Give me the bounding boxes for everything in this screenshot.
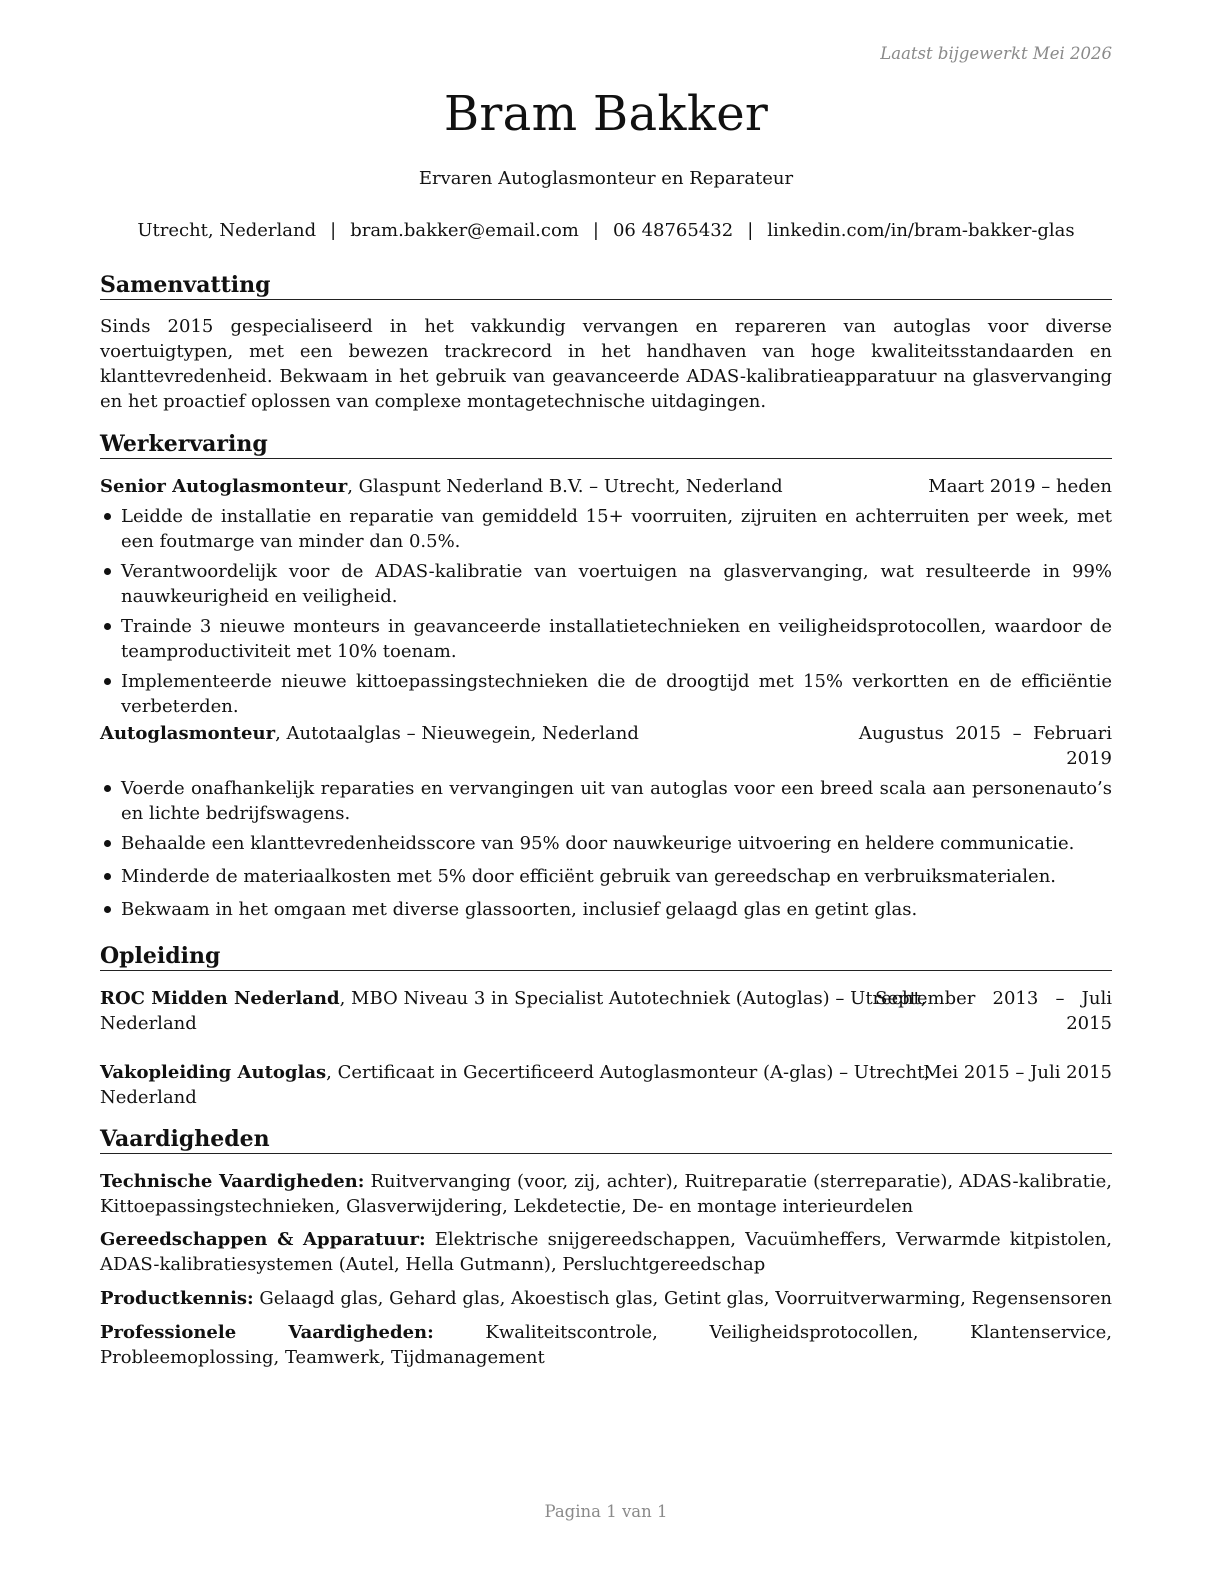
job-role: Senior Autoglasmonteur <box>100 476 348 497</box>
job-header <box>100 721 1112 771</box>
phone-text: 06 48765432 <box>612 220 734 241</box>
bullet-item: Leidde de installatie en reparatie van gemiddeld 15+ voorruiten, zijruiten en achterruiten per week, met een foutmarge van minder dan 0.5%. <box>100 504 1112 554</box>
education-detail: , MBO Niveau 3 in Specialist Autotechniek (Autoglas) – Utrecht, <box>339 988 927 1009</box>
separator: | <box>747 220 754 241</box>
email-link[interactable]: bram.bakker@email.com <box>350 220 579 241</box>
contact-line <box>100 220 1112 241</box>
bullet-item: Verantwoordelijk voor de ADAS-kalibratie van voertuigen na glasvervanging, wat resulteerde in 99% nauwkeurigheid en veiligheid. <box>100 559 1112 609</box>
candidate-headline: Ervaren Autoglasmonteur en Reparateur <box>418 168 794 189</box>
education-item: Vakopleiding Autoglas, Certificaat in Gecertificeerd Autoglasmonteur (A-glas) – Utrecht, Nederland Mei 2015 – Juli 2015 <box>100 1062 1112 1108</box>
bullet-item: Implementeerde nieuwe kittoepassingstechnieken die de droogtijd met 15% verkortten en de efficiëntie verbeterden. <box>100 669 1112 719</box>
bullet-item: Behaalde een klanttevredenheidsscore van 95% door nauwkeurige uitvoering en heldere communicatie. <box>100 831 1112 856</box>
bullet-item: Bekwaam in het omgaan met diverse glassoorten, inclusief gelaagd glas en getint glas. <box>100 897 1112 922</box>
education-item: ROC Midden Nederland, MBO Niveau 3 in Specialist Autotechniek (Autoglas) – Utrecht, Nederland September 2013 – Juli 2015 <box>100 988 1112 1034</box>
summary-text: Sinds 2015 gespecialiseerd in het vakkundig vervangen en repareren van autoglas voor diverse voertuigtypen, met een bewezen trackrecord in het handhaven van hoge kwaliteitsstandaarden en klanttevredenheid. Bekwaam in het gebruik van geavanceerde ADAS-kalibratieapparatuur na glasvervanging en het proactief oplossen van complexe montagetechnische uitdagingen. <box>100 316 1112 412</box>
last-updated-note: Laatst bijgewerkt Mei 2026 <box>880 44 1112 63</box>
skill-text: Ruitvervanging (voor, zij, achter), Ruitreparatie (sterreparatie), ADAS-kalibratie, Kittoepassingstechnieken, Glasverwijdering, Lekdetectie, De- en montage interieurdelen <box>100 1171 1113 1217</box>
bullet-item: Minderde de materiaalkosten met 5% door efficiënt gebruik van gereedschap en verbruiksmaterialen. <box>100 864 1112 889</box>
bullet-item: Trainde 3 nieuwe monteurs in geavanceerde installatietechnieken en veiligheidsprotocollen, waardoor de teamproductiviteit met 10% toenam. <box>100 614 1112 664</box>
skill-group <box>100 1286 1112 1311</box>
section-title-skills: Vaardigheden <box>100 1126 1112 1154</box>
job-role: Autoglasmonteur <box>100 723 276 744</box>
separator: | <box>330 220 337 241</box>
job-bullets <box>100 776 1112 927</box>
job-org: , Glaspunt Nederland B.V. – Utrecht, Nederland <box>347 476 783 497</box>
school-name: Vakopleiding Autoglas <box>100 1062 327 1083</box>
candidate-name: Bram Bakker <box>443 86 769 142</box>
page-number: Pagina 1 van 1 <box>544 1502 668 1521</box>
skill-text: Elektrische snijgereedschappen, Vacuümheffers, Verwarmde kitpistolen, ADAS-kalibratiesystemen (Autel, Hella Gutmann), Persluchtgereedschap <box>100 1229 1112 1275</box>
skill-text: Kwaliteitscontrole, Veiligheidsprotocollen, Klantenservice, Probleemoplossing, Teamwerk, Tijdmanagement <box>100 1322 1112 1368</box>
location-text: Utrecht, Nederland <box>137 220 317 241</box>
education-dates: September 2013 – Juli 2015 <box>875 988 1112 1034</box>
skill-group <box>100 1227 1112 1277</box>
skill-label: Professionele Vaardigheden: <box>100 1322 434 1343</box>
section-title-education: Opleiding <box>100 943 1112 971</box>
job-org: , Autotaalglas – Nieuwegein, Nederland <box>275 723 639 744</box>
school-name: ROC Midden Nederland <box>100 988 340 1009</box>
job-dates: Maart 2019 – heden <box>928 476 1112 497</box>
skill-group <box>100 1169 1112 1219</box>
section-title-summary: Samenvatting <box>100 272 1112 300</box>
job-dates: Augustus 2015 – Februari 2019 <box>858 723 1112 769</box>
skill-label: Productkennis: <box>100 1288 254 1309</box>
skill-label: Gereedschappen & Apparatuur: <box>100 1229 426 1250</box>
skill-group <box>100 1320 1112 1370</box>
skill-label: Technische Vaardigheden: <box>100 1171 365 1192</box>
skill-text: Gelaagd glas, Gehard glas, Akoestisch glas, Getint glas, Voorruitverwarming, Regensensoren <box>253 1288 1112 1309</box>
linkedin-link[interactable]: linkedin.com/in/bram-bakker-glas <box>767 220 1075 241</box>
job-bullets <box>100 504 1112 724</box>
separator: | <box>592 220 599 241</box>
bullet-item: Voerde onafhankelijk reparaties en vervangingen uit van autoglas voor een breed scala aan personenauto’s en lichte bedrijfswagens. <box>100 776 1112 826</box>
education-detail: , Certificaat in Gecertificeerd Autoglasmonteur (A-glas) – Utrecht, <box>326 1062 931 1083</box>
education-dates: Mei 2015 – Juli 2015 <box>923 1062 1112 1083</box>
section-title-experience: Werkervaring <box>100 431 1112 459</box>
